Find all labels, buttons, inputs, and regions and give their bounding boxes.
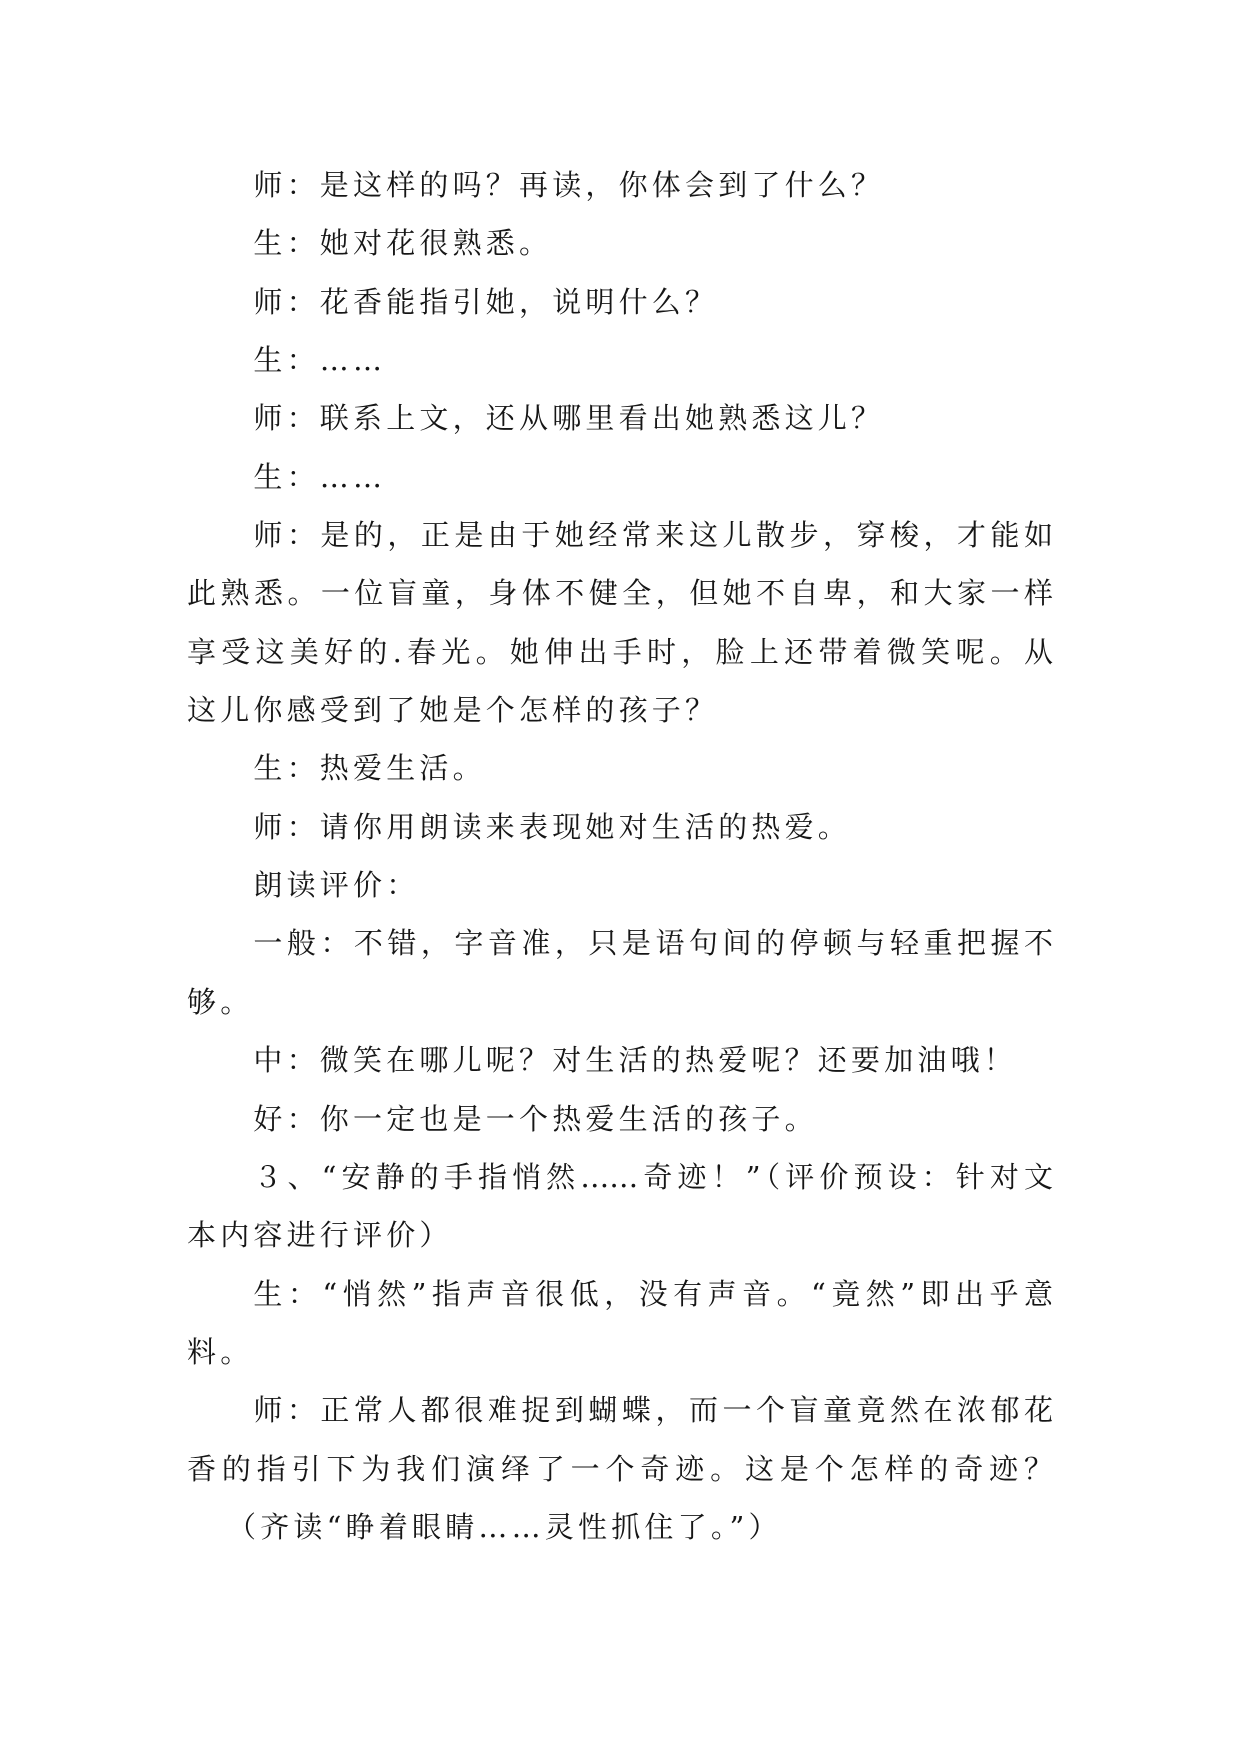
document-body — [187, 156, 1053, 1556]
paragraph — [187, 798, 1053, 856]
text-line: 料。 — [187, 1334, 254, 1369]
text-line: 生：热爱生活。 — [253, 751, 486, 786]
text-line: 这儿你感受到了她是个怎样的孩子？ — [187, 693, 719, 728]
paragraph — [187, 739, 1053, 797]
text-line: 此熟悉。一位盲童，身体不健全，但她不自卑，和大家一样 — [187, 576, 1053, 611]
paragraph — [187, 1090, 1053, 1148]
paragraph — [187, 448, 1053, 506]
text-line: 师：联系上文，还从哪里看出她熟悉这儿？ — [253, 401, 885, 436]
paragraph — [187, 389, 1053, 447]
text-line: 中：微笑在哪儿呢？对生活的热爱呢？还要加油哦！ — [253, 1043, 1017, 1078]
text-line: 好：你一定也是一个热爱生活的孩子。 — [253, 1101, 818, 1136]
paragraph — [187, 1148, 1053, 1265]
paragraph — [187, 214, 1053, 272]
text-line: 师：请你用朗读来表现她对生活的热爱。 — [253, 809, 851, 844]
paragraph — [187, 856, 1053, 914]
paragraph — [187, 506, 1053, 739]
text-line: 生：“悄然”指声音很低，没有声音。“竟然”即出乎意 — [253, 1276, 1053, 1311]
text-line: 一般：不错，字音准，只是语句间的停顿与轻重把握不 — [253, 926, 1053, 961]
text-line: 生：…… — [253, 343, 387, 378]
paragraph — [187, 331, 1053, 389]
paragraph — [187, 1381, 1053, 1498]
text-line: 生：她对花很熟悉。 — [253, 226, 553, 261]
paragraph — [187, 156, 1053, 214]
text-line: 师：正常人都很难捉到蝴蝶，而一个盲童竟然在浓郁花 — [253, 1393, 1053, 1428]
text-line: 够。 — [187, 984, 254, 1019]
paragraph — [187, 914, 1053, 1031]
paragraph — [187, 273, 1053, 331]
text-line: 朗读评价： — [253, 868, 420, 903]
paragraph — [187, 1031, 1053, 1089]
paragraph — [187, 1498, 1053, 1556]
text-line: 师：花香能指引她，说明什么？ — [253, 284, 719, 319]
text-line: 师：是的，正是由于她经常来这儿散步，穿梭，才能如 — [253, 518, 1053, 553]
text-line: 享受这美好的.春光。她伸出手时，脸上还带着微笑呢。从 — [187, 634, 1053, 669]
paragraph — [187, 1265, 1053, 1382]
text-line: 师：是这样的吗？再读，你体会到了什么？ — [253, 168, 885, 202]
text-line: 生：…… — [253, 459, 387, 494]
text-line: 香的指引下为我们演绎了一个奇迹。这是个怎样的奇迹？ — [187, 1451, 1053, 1486]
text-line: ３、“安静的手指悄然……奇迹！”（评价预设：针对文 — [253, 1159, 1053, 1194]
text-line: （齐读“睁着眼睛……灵性抓住了。”） — [227, 1509, 782, 1544]
text-line: 本内容进行评价） — [187, 1218, 453, 1253]
